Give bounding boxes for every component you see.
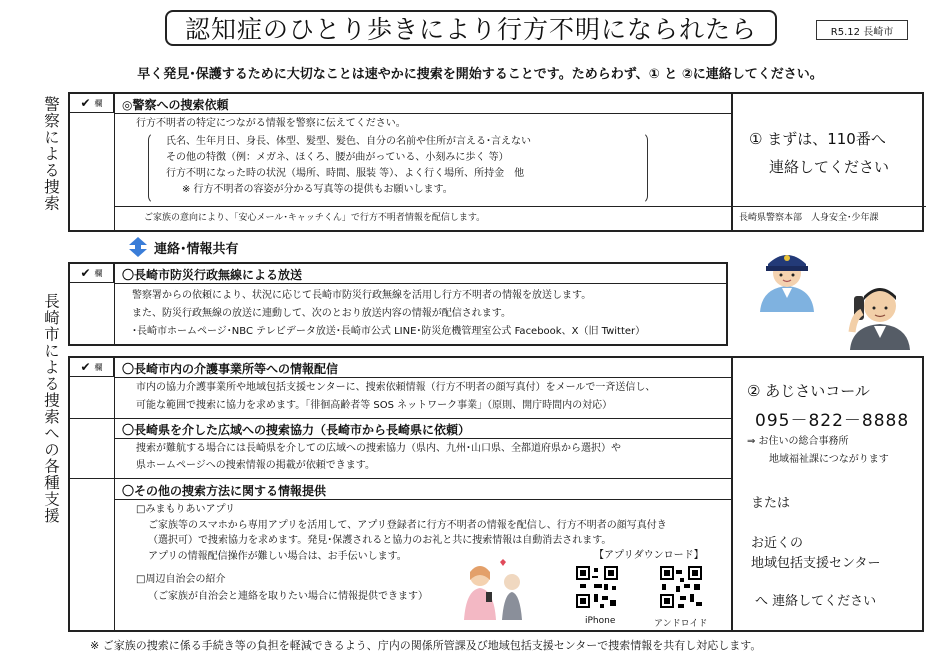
- broadcast-line-3: ･長崎市ホームページ･NBC テレビデータ放送･長崎市公式 LINE･防災危機管理室公式 Facebook、X（旧 Twitter）: [132, 326, 646, 337]
- ajisai-panel: [731, 358, 924, 630]
- check-label: 欄: [94, 98, 103, 108]
- assoc-line: （ご家族が自治会と連絡を取りたい場合に情報提供できます）: [148, 591, 428, 602]
- other-heading-rule: [114, 499, 731, 500]
- footnote: ※ ご家族の捜索に係る手続き等の負担を軽減できるよう、庁内の関係所管課及び地域包括支援センターで捜索情報を共有し対応します。: [90, 639, 762, 652]
- page-title: [165, 10, 777, 46]
- police-dept-rule: [733, 206, 926, 207]
- police-contact-line2: 連絡してください: [769, 158, 890, 176]
- android-qr-code[interactable]: [660, 566, 702, 608]
- date-tag: R5.12 長崎市: [816, 20, 908, 40]
- iphone-label: iPhone: [585, 616, 616, 626]
- care-line-2: 可能な範囲で捜索に協力を求めます。「徘徊高齢者等 SOS ネットワーク事業」（原則、開庁時間内の対応）: [136, 400, 613, 411]
- ajisai-note-1: ⇒ お住いの総合事務所: [747, 436, 849, 447]
- family-helpers-icon: [460, 558, 530, 620]
- police-contact-line1: ① まずは、110番へ: [749, 130, 886, 148]
- check-column-rule: [114, 358, 115, 630]
- man-on-phone-icon: [840, 272, 918, 350]
- check-label: 欄: [94, 268, 103, 278]
- subtitle: 早く発見･保護するために大切なことは速やかに捜索を開始することです。ためらわず、① と ②に連絡してください。: [137, 67, 823, 82]
- ajisai-phone[interactable]: 095－822－8888: [755, 411, 910, 431]
- broadcast-heading: 〇長崎市防災行政無線による放送: [122, 268, 303, 282]
- check-column-rule: [114, 94, 115, 230]
- police-officer-icon: [752, 246, 822, 312]
- police-detail-1: 氏名、生年月日、身長、体型、髪型、髪色、自分の名前や住所が言える･言えない: [166, 136, 531, 147]
- app-line-2: （選択可）で捜索協力を求めます。発見･保護されると協力のお礼と共に捜索情報は自動消去されます。: [148, 535, 612, 546]
- check-mark: ✔: [80, 360, 91, 374]
- broadcast-line-1: 警察署からの依頼により、状況に応じて長崎市防災行政無線を活用し行方不明者の情報を放送します。: [132, 290, 592, 301]
- broadcast-heading-rule: [114, 283, 726, 284]
- police-detail-3: 行方不明になった時の状況（場所、時間、服装 等）、よく行く場所、所持金 他: [166, 168, 525, 179]
- pref-line-2: 県ホームページへの捜索情報の掲載が依頼できます。: [136, 460, 375, 471]
- check-mark: ✔: [80, 266, 91, 280]
- care-heading: 〇長崎市内の介護事業所等への情報配信: [122, 362, 339, 376]
- other-top-rule: [70, 478, 731, 479]
- download-label: 【アプリダウンロード】: [594, 550, 704, 561]
- check-column-rule: [114, 264, 115, 344]
- care-line-1: 市内の協力介護事業所や地域包括支援センターに、捜索依頼情報（行方不明者の顔写真付）をメールで一斉送信し、: [136, 382, 656, 393]
- check-cell-care[interactable]: [70, 358, 114, 377]
- ajisai-alt-1: お近くの: [751, 536, 804, 551]
- ajisai-title: ② あじさいコール: [747, 382, 870, 400]
- ajisai-alt-2: 地域包括支援センター: [751, 556, 881, 571]
- city-support-section: [68, 356, 924, 632]
- police-dept: 長崎県警察本部 人身安全･少年課: [739, 213, 879, 223]
- android-label: アンドロイド: [654, 619, 708, 629]
- other-heading: 〇その他の捜索方法に関する情報提供: [122, 484, 327, 498]
- app-title: □みまもりあいアプリ: [136, 504, 236, 515]
- pref-heading: 〇長崎県を介した広域への捜索協力（長崎市から長崎県に依頼）: [122, 423, 471, 437]
- police-heading: ◎警察への捜索依頼: [122, 98, 229, 112]
- app-line-1: ご家族等のスマホから専用アプリを活用して、アプリ登録者に行方不明者の情報を配信し、行方不明者の顔写真付き: [148, 520, 667, 531]
- police-contact-panel: [731, 94, 924, 230]
- broadcast-line-2: また、防災行政無線の放送に連動して、次のとおり放送内容の情報が配信されます。: [132, 308, 511, 319]
- police-heading-rule: [114, 113, 731, 114]
- iphone-qr-code[interactable]: [576, 566, 618, 608]
- ajisai-note-2: 地域福祉課につながります: [769, 454, 889, 465]
- double-arrow-icon: [127, 236, 149, 258]
- link-label: 連絡･情報共有: [154, 242, 239, 257]
- police-section: [68, 92, 924, 232]
- ajisai-or: または: [751, 496, 791, 511]
- broadcast-section: [68, 262, 728, 346]
- care-heading-rule: [114, 377, 731, 378]
- pref-top-rule: [70, 418, 731, 419]
- police-note-rule: [114, 206, 731, 207]
- side-label-police: 警察による捜索: [42, 96, 60, 212]
- police-detail-4: ※ 行方不明者の容姿が分かる写真等の提供もお願いします。: [182, 184, 453, 195]
- police-detail-2: その他の特徴（例：メガネ、ほくろ、腰が曲がっている、小刻みに歩く 等）: [166, 152, 509, 163]
- pref-heading-rule: [114, 438, 731, 439]
- app-line-3: アプリの情報配信操作が難しい場合は、お手伝いします。: [148, 551, 407, 562]
- pref-line-1: 捜索が難航する場合には長崎県を介しての広域への捜索協力（県内、九州･山口県、全都道府県から選択）や: [136, 443, 621, 454]
- police-note: ご家族の意向により、「安心メール･キャッチくん」で行方不明者情報を配信します。: [144, 213, 486, 223]
- check-cell-police[interactable]: [70, 94, 114, 113]
- page-title-text: 認知症のひとり歩きにより行方不明になられたら: [184, 15, 757, 44]
- side-label-city: 長崎市による捜索への各種支援: [42, 293, 60, 524]
- ajisai-alt-3: へ 連絡してください: [755, 594, 877, 609]
- check-mark: ✔: [80, 96, 91, 110]
- check-label: 欄: [94, 362, 103, 372]
- assoc-title: □周辺自治会の紹介: [136, 574, 226, 585]
- police-intro: 行方不明者の特定につながる情報を警察に伝えてください。: [136, 118, 406, 129]
- check-cell-broadcast[interactable]: [70, 264, 114, 283]
